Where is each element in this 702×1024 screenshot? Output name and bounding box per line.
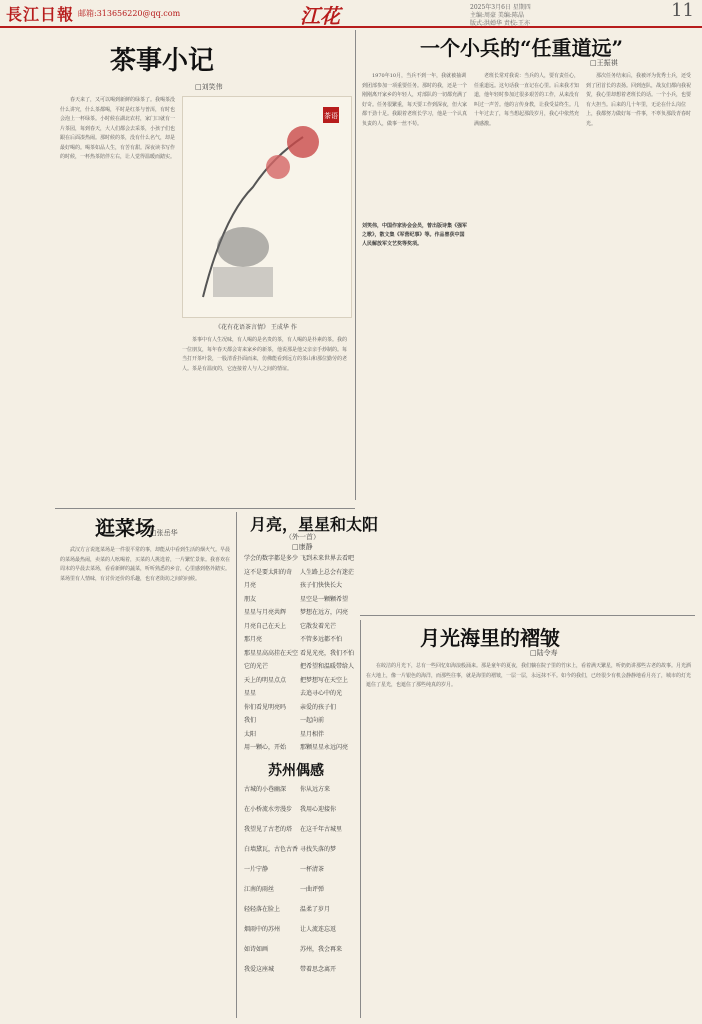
moon-byline: □陆令寿 — [530, 649, 558, 657]
issue-date: 2025年3月6日 星期四 — [470, 4, 531, 11]
poem-line: 人生路上总会有迷茫 — [300, 568, 355, 576]
poem-line: 一起向前 — [300, 717, 325, 724]
poem-line: 去追寻心中的光 — [300, 690, 343, 697]
poem-line: 星月相伴 — [300, 730, 325, 738]
poem-line: 太阳 — [244, 730, 257, 738]
poem-line: 一杯清茶 — [300, 866, 325, 873]
market-byline: □张岳华 — [150, 529, 178, 537]
moon-body: 在皎洁的月光下，总有一些回忆如海浪般涌来。那是童年的夏夜，我们躺在院子里的竹床上，看着满天繁星，听奶奶讲那些古老的故事。月光洒在大地上，像一片银色的海洋，而那些往事，就是海里的褶皱，一层一层，永远抹不平。如今的我们，已经很少有机会静静地看月亮了，城市的灯光遮住了星光，也遮住了那些纯真的岁月。 — [366, 663, 692, 688]
tea-painting-caption: 《花有花语茶言情》 王成华 作 — [215, 324, 297, 331]
issue-meta — [470, 4, 531, 28]
poem-line: 星星 — [244, 690, 257, 697]
soldier-title: 一个小兵的“任重道远” — [420, 36, 624, 60]
section-title: 江花 — [300, 4, 340, 28]
poem-line: 我爱这座城 — [244, 966, 275, 973]
page-header — [0, 0, 702, 28]
poem-line: 如诗如画 — [244, 946, 269, 953]
painting-seal: 茶语 — [324, 112, 338, 120]
poem-line: 看见光亮，我们不怕 — [300, 649, 355, 657]
soldier-col-1: 1970年10月，当兵不到一年，我就被抽调到团部参加一项重要任务。那时的我，还是一个刚刚离开家乡的年轻人，对部队的一切都充满了好奇。任务很繁重，每天要工作到深夜，但大家都干劲十足。我跟着老班长学习，他是一个认真负责的人，做事一丝不苟。 — [362, 73, 467, 127]
poem-line: 它的光芒 — [244, 663, 269, 670]
poem-line: 星空是一颗颗希望 — [300, 595, 349, 603]
poem-line: 那颗星星永远闪亮 — [300, 744, 349, 751]
poem-line: 星星与月亮共辉 — [244, 609, 287, 616]
poem-line: 白墙黛瓦，古色古香 — [244, 846, 299, 853]
divider — [360, 620, 361, 1018]
poem-subtitle: （外一首） — [285, 533, 320, 541]
poem-line: 那星星高高挂在天空 — [244, 649, 299, 657]
tea-painting-art — [183, 97, 351, 317]
moon-title: 月光海里的褶皱 — [420, 626, 560, 650]
poem-line: 寻找失落的梦 — [300, 846, 337, 853]
poem-line: 温柔了岁月 — [300, 906, 331, 913]
author-bio: 刘笑伟，中国作家协会会员，曾出版诗集《强军之歌》，散文集《军营纪事》等。作品曾获中国人民解放军文艺奖等奖项。 — [362, 223, 468, 247]
poem-line: 一曲评弹 — [300, 886, 325, 893]
poem-line: 把希望和温暖带给人 — [300, 663, 355, 670]
poem-line: 那月亮 — [244, 636, 263, 643]
tea-body-left: 春天来了，又可以喝到新鲜的绿茶了。我喝茶没什么讲究，什么茶都喝，平时是红茶与普洱，有时也会泡上一杯绿茶。小时候在湖北农村，家门口就有一片茶园，每到春天，大人们都会去采茶，小孩子们也跟在后面凑热闹。那时候的茶，没有什么名气，却是最好喝的。喝茶如品人生，有苦有甜。深夜读书写作的时候，一杯热茶陪伴左右，让人觉得温暖而踏实。 — [60, 97, 176, 160]
poem-title: 月亮，星星和太阳 — [250, 515, 379, 534]
soldier-col-2: 老班长常对我说：当兵的人，要有责任心，任重道远。这句话我一直记在心里。后来我才知道，他年轻时参加过很多艰苦的工作，从来没有叫过一声苦。他的言传身教，让我受益终生。几十年过去了，每当想起那段岁月，我心中依然充满感激。 — [474, 73, 579, 127]
poem-line: 古城的小巷幽深 — [244, 786, 287, 793]
market-body: 武汉方言说逛菜场是一件很平常的事，却能从中看到生活的烟火气。早晨的菜场最热闹，卖菜的人吆喝着，买菜的人挑选着，一片繁忙景象。我喜欢在周末的早晨去菜场，看看新鲜的蔬菜，听听熟悉的乡音，心里感到格外踏实。菜场里有人情味，有讨价还价的乐趣，也有老街坊之间的问候。 — [60, 547, 230, 582]
tea-painting — [182, 96, 352, 318]
poem2-lines-right — [300, 780, 356, 980]
poem-line: 我用心迎接你 — [300, 806, 337, 813]
tea-title: 茶事小记 — [110, 46, 215, 76]
poem-line: 亲爱的孩子们 — [300, 703, 337, 711]
poem-line: 天上的明星点点 — [244, 676, 287, 684]
divider — [355, 30, 356, 500]
tea-body-middle: 茶事中有人生况味，有人喝的是名贵的茶，有人喝的是朴素的茶。我的一位朋友，每年春天都会寄来家乡的新茶，他说那是他父亲亲手炒制的。每当打开茶叶袋，一股清香扑面而来，仿佛能看到远方的茶山和那位勤劳的老人。茶是有温度的，它连接着人与人之间的情谊。 — [182, 337, 348, 372]
divider — [55, 508, 355, 509]
poem2-title: 苏州偶感 — [268, 763, 324, 779]
poem-line: 在小桥流水旁漫步 — [244, 806, 293, 813]
newspaper-logo: 長江日報 — [6, 5, 75, 24]
poem-lines-right — [300, 552, 356, 755]
poem-byline: □康静 — [292, 543, 313, 551]
poem-line: 我望见了古老的塔 — [244, 826, 293, 833]
poem-line: 你们看见明亮吗 — [244, 703, 287, 711]
market-title: 逛菜场 — [95, 516, 155, 540]
poem-line: 一片宁静 — [244, 866, 269, 873]
poem-line: 把梦想写在天空上 — [300, 676, 349, 684]
soldier-byline: □王振祺 — [590, 59, 618, 67]
soldier-col-3: 那次任务结束后，我被评为优秀士兵，还受到了团首长的表扬。回到连队，战友们都向我祝贺，我心里却想着老班长的话。一个小兵，也要有大担当。后来的几十年里，无论在什么岗位上，我都努力做好每一件事，不辜负那段青春时光。 — [586, 73, 692, 127]
email-line: 邮箱:313656220@qq.com — [78, 9, 181, 18]
issue-editors: 主编:周豪 美编:陈晶 — [470, 12, 524, 19]
tea-byline: □刘笑伟 — [195, 83, 223, 91]
issue-layout: 版式:洪婵华 责校:王亦 — [470, 20, 530, 27]
poem-line: 月亮自己在天上 — [244, 622, 287, 630]
poem-line: 江南的雨丝 — [244, 886, 275, 893]
poem-line: 飞到未来世界去看吧 — [300, 555, 355, 562]
divider — [236, 512, 237, 1018]
page-number: 11 — [671, 0, 694, 21]
poem-line: 烟雨中的苏州 — [244, 926, 281, 933]
poem-line: 不管多远都不怕 — [300, 636, 343, 643]
poem-line: 轻轻落在脸上 — [244, 906, 281, 913]
poem-line: 它散发着光芒 — [300, 622, 337, 630]
poem-line: 孩子们快快长大 — [300, 582, 343, 589]
poem-line: 我们 — [244, 717, 257, 724]
poem-line: 你从远方来 — [300, 786, 331, 793]
poem-line: 月亮 — [244, 582, 257, 589]
poem-line: 梦想在远方，闪亮 — [300, 609, 349, 616]
poem-line: 苏州，我会再来 — [300, 946, 343, 953]
poem-line: 学会的数字都是多少 — [244, 555, 299, 562]
poem-line: 带着思念离开 — [300, 966, 337, 973]
poem-line: 用一颗心，开始 — [244, 744, 287, 751]
poem-line: 在这千年古城里 — [300, 826, 343, 833]
divider — [360, 615, 695, 616]
poem-line: 让人流连忘返 — [300, 926, 337, 933]
poem-line: 这不是要太阳的奇 — [244, 568, 293, 576]
poem-line: 朋友 — [244, 595, 257, 603]
